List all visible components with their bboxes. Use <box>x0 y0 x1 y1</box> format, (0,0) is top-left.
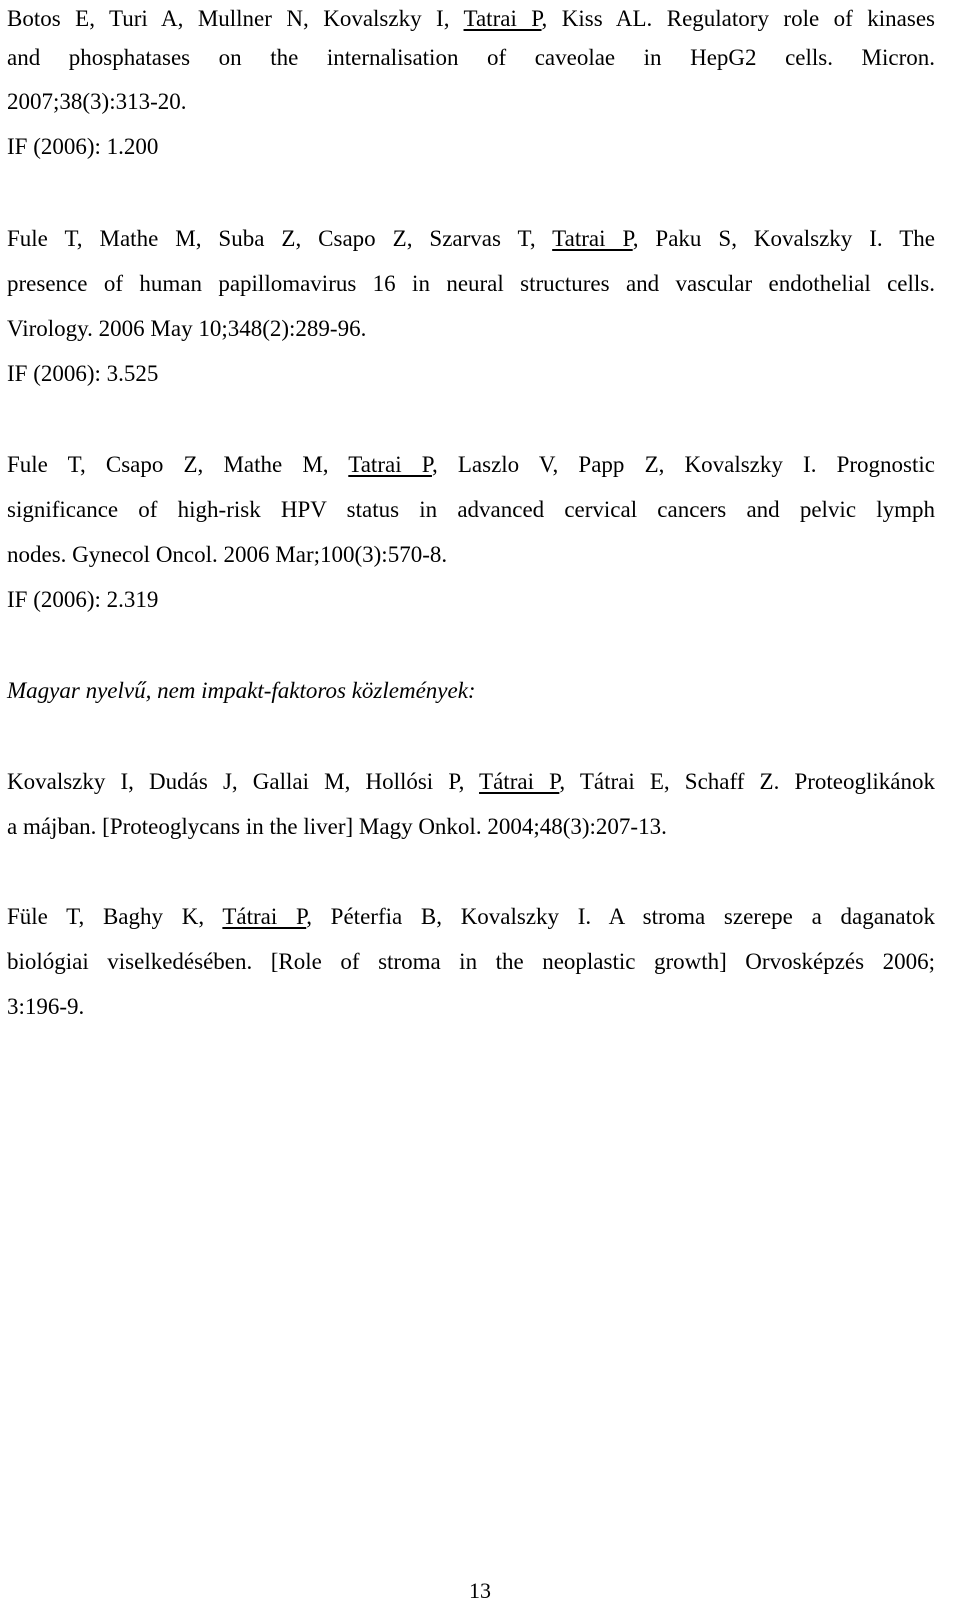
impact-factor: IF (2006): 3.525 <box>7 361 159 386</box>
entry-line <box>7 216 935 262</box>
page-number: 13 <box>469 1578 491 1603</box>
authors-after: , Péterfia B, Kovalszky I. A stroma szerepe a daganatok <box>306 904 936 929</box>
entry-line: biológiai viselkedésében. [Role of stroma in the neoplastic growth] Orvosképzés 2006; <box>7 949 935 974</box>
entry-line <box>7 442 935 488</box>
authors-after: , Paku S, Kovalszky I. The <box>632 226 935 251</box>
underlined-author: Tátrai P <box>479 769 560 794</box>
impact-factor: IF (2006): 1.200 <box>7 134 159 159</box>
entry-line: significance of high-risk HPV status in advanced cervical cancers and pelvic lymph <box>7 497 935 522</box>
entry-line: nodes. Gynecol Oncol. 2006 Mar;100(3):570-8. <box>7 542 448 567</box>
authors-before: Fule T, Csapo Z, Mathe M, <box>7 452 349 477</box>
authors-before: Kovalszky I, Dudás J, Gallai M, Hollósi P, <box>7 769 480 794</box>
underlined-author: Tatrai P <box>348 452 432 477</box>
entry-line: 2007;38(3):313-20. <box>7 89 187 114</box>
authors-after: , Kiss AL. Regulatory role of kinases <box>541 6 935 31</box>
authors-before: Botos E, Turi A, Mullner N, Kovalszky I, <box>7 6 464 31</box>
impact-factor: IF (2006): 2.319 <box>7 587 159 612</box>
authors-after: , Laszlo V, Papp Z, Kovalszky I. Prognostic <box>431 452 935 477</box>
authors-before: Füle T, Baghy K, <box>7 904 223 929</box>
entry-line <box>7 894 935 940</box>
entry-line <box>7 759 935 805</box>
authors-before: Fule T, Mathe M, Suba Z, Csapo Z, Szarvas T, <box>7 226 553 251</box>
section-heading: Magyar nyelvű, nem impakt-faktoros közlemények: <box>7 678 476 703</box>
underlined-author: Tátrai P <box>222 904 307 929</box>
underlined-author: Tatrai P <box>463 6 542 31</box>
entry-line: a májban. [Proteoglycans in the liver] Magy Onkol. 2004;48(3):207-13. <box>7 814 667 839</box>
underlined-author: Tatrai P <box>552 226 633 251</box>
entry-line: and phosphatases on the internalisation of caveolae in HepG2 cells. Micron. <box>7 45 935 70</box>
authors-after: , Tátrai E, Schaff Z. Proteoglikánok <box>559 769 936 794</box>
entry-line: Virology. 2006 May 10;348(2):289-96. <box>7 316 367 341</box>
entry-line: presence of human papillomavirus 16 in neural structures and vascular endothelial cells. <box>7 271 935 296</box>
entry-line: 3:196-9. <box>7 994 85 1019</box>
